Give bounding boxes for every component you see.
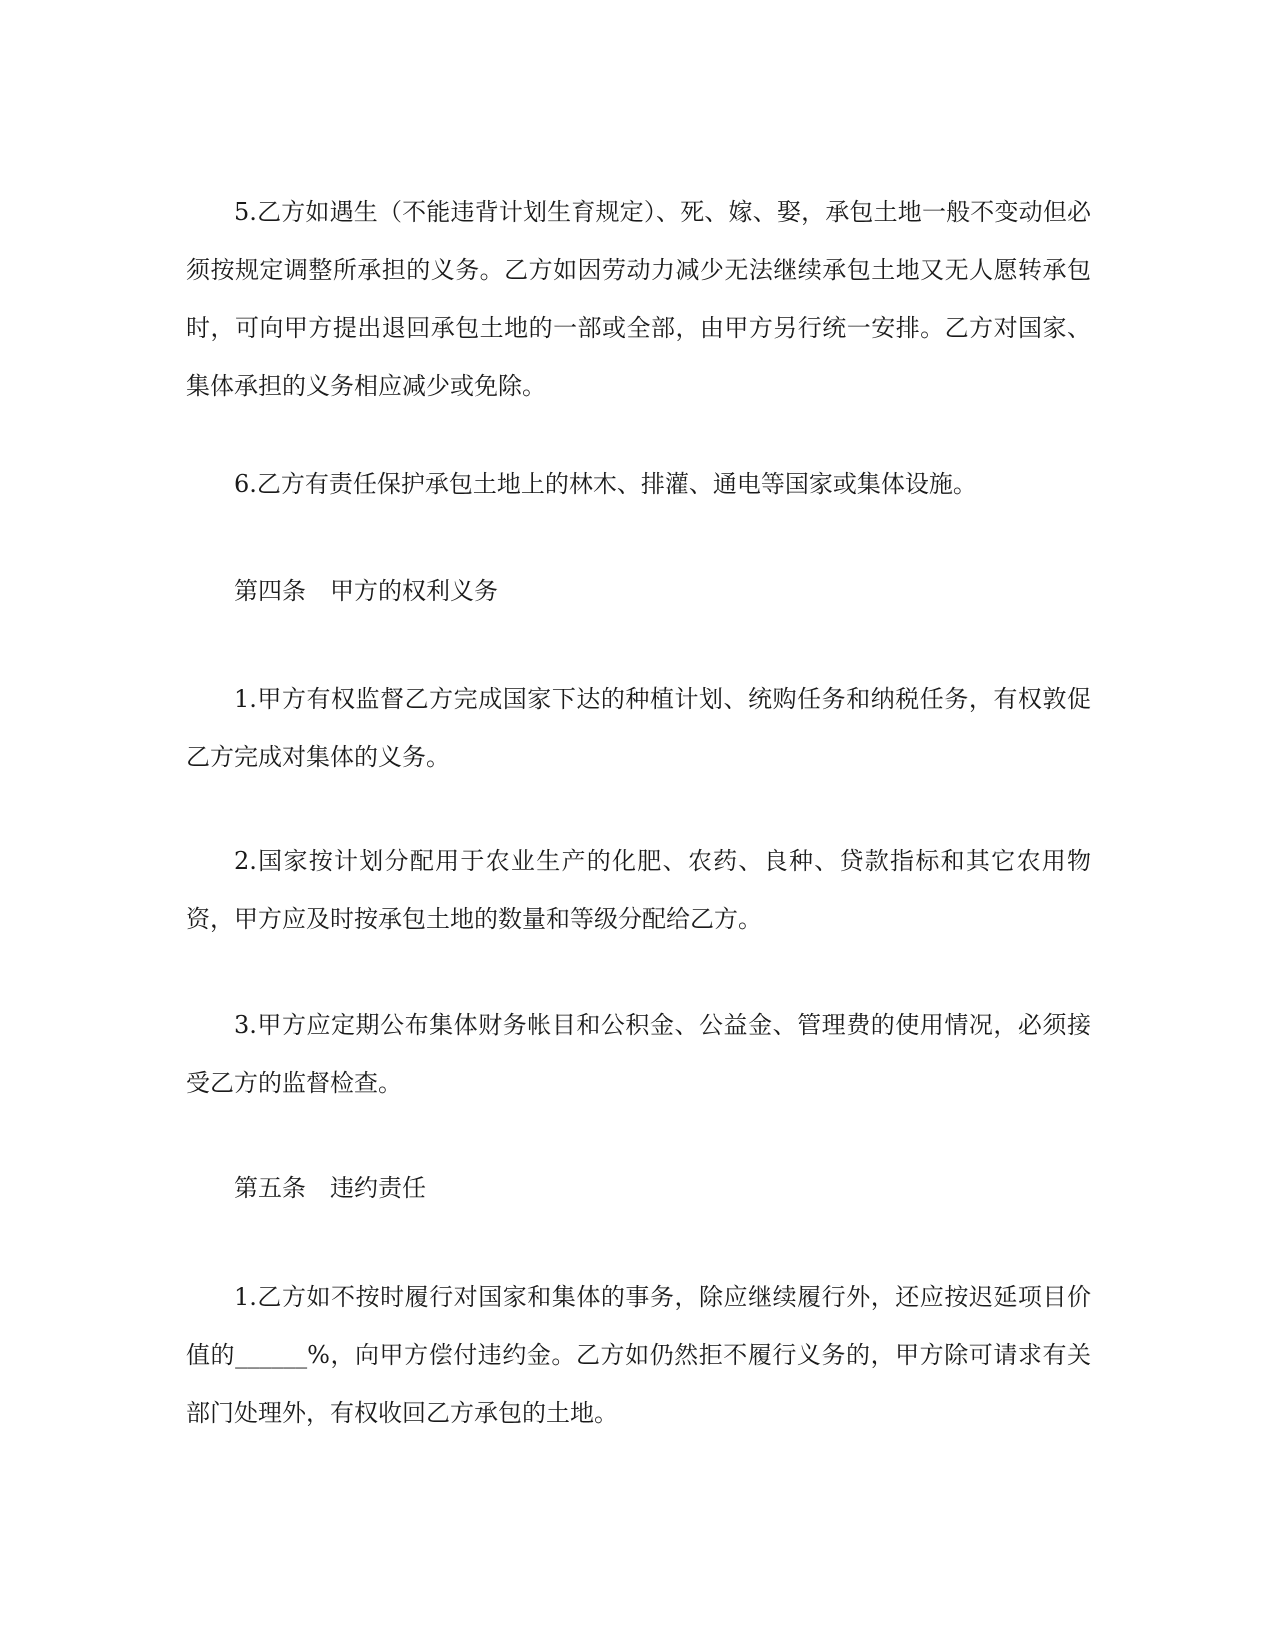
clause-3-6: 6.乙方有责任保护承包土地上的林木、排灌、通电等国家或集体设施。 [234, 470, 977, 498]
article-5-title: 违约责任 [330, 1174, 426, 1202]
clause-3-5: 5.乙方如遇生（不能违背计划生育规定）、死、嫁、娶，承包土地一般不变动但必须按规定调整所承担的义务。乙方如因劳动力减少无法继续承包土地又无人愿转承包时，可向甲方提出退回承包土地的一部或全部，由甲方另行统一安排。乙方对国家、集体承担的义务相应减少或免除。 [186, 198, 1091, 400]
article-4-number: 第四条 [234, 577, 306, 605]
article-4-heading [234, 562, 498, 620]
article-4-title: 甲方的权利义务 [330, 577, 498, 605]
clause-5-1: 1.乙方如不按时履行对国家和集体的事务，除应继续履行外，还应按迟延项目价值的______%，向甲方偿付违约金。乙方如仍然拒不履行义务的，甲方除可请求有关部门处理外，有权收回乙方承包的土地。 [186, 1283, 1091, 1427]
clause-4-2: 2.国家按计划分配用于农业生产的化肥、农药、良种、贷款指标和其它农用物资，甲方应及时按承包土地的数量和等级分配给乙方。 [186, 847, 1091, 933]
article-5-number: 第五条 [234, 1174, 306, 1202]
article-5-heading [234, 1159, 426, 1217]
clause-4-3: 3.甲方应定期公布集体财务帐目和公积金、公益金、管理费的使用情况，必须接受乙方的监督检查。 [186, 1011, 1091, 1097]
clause-4-1: 1.甲方有权监督乙方完成国家下达的种植计划、统购任务和纳税任务，有权敦促乙方完成对集体的义务。 [186, 685, 1091, 771]
